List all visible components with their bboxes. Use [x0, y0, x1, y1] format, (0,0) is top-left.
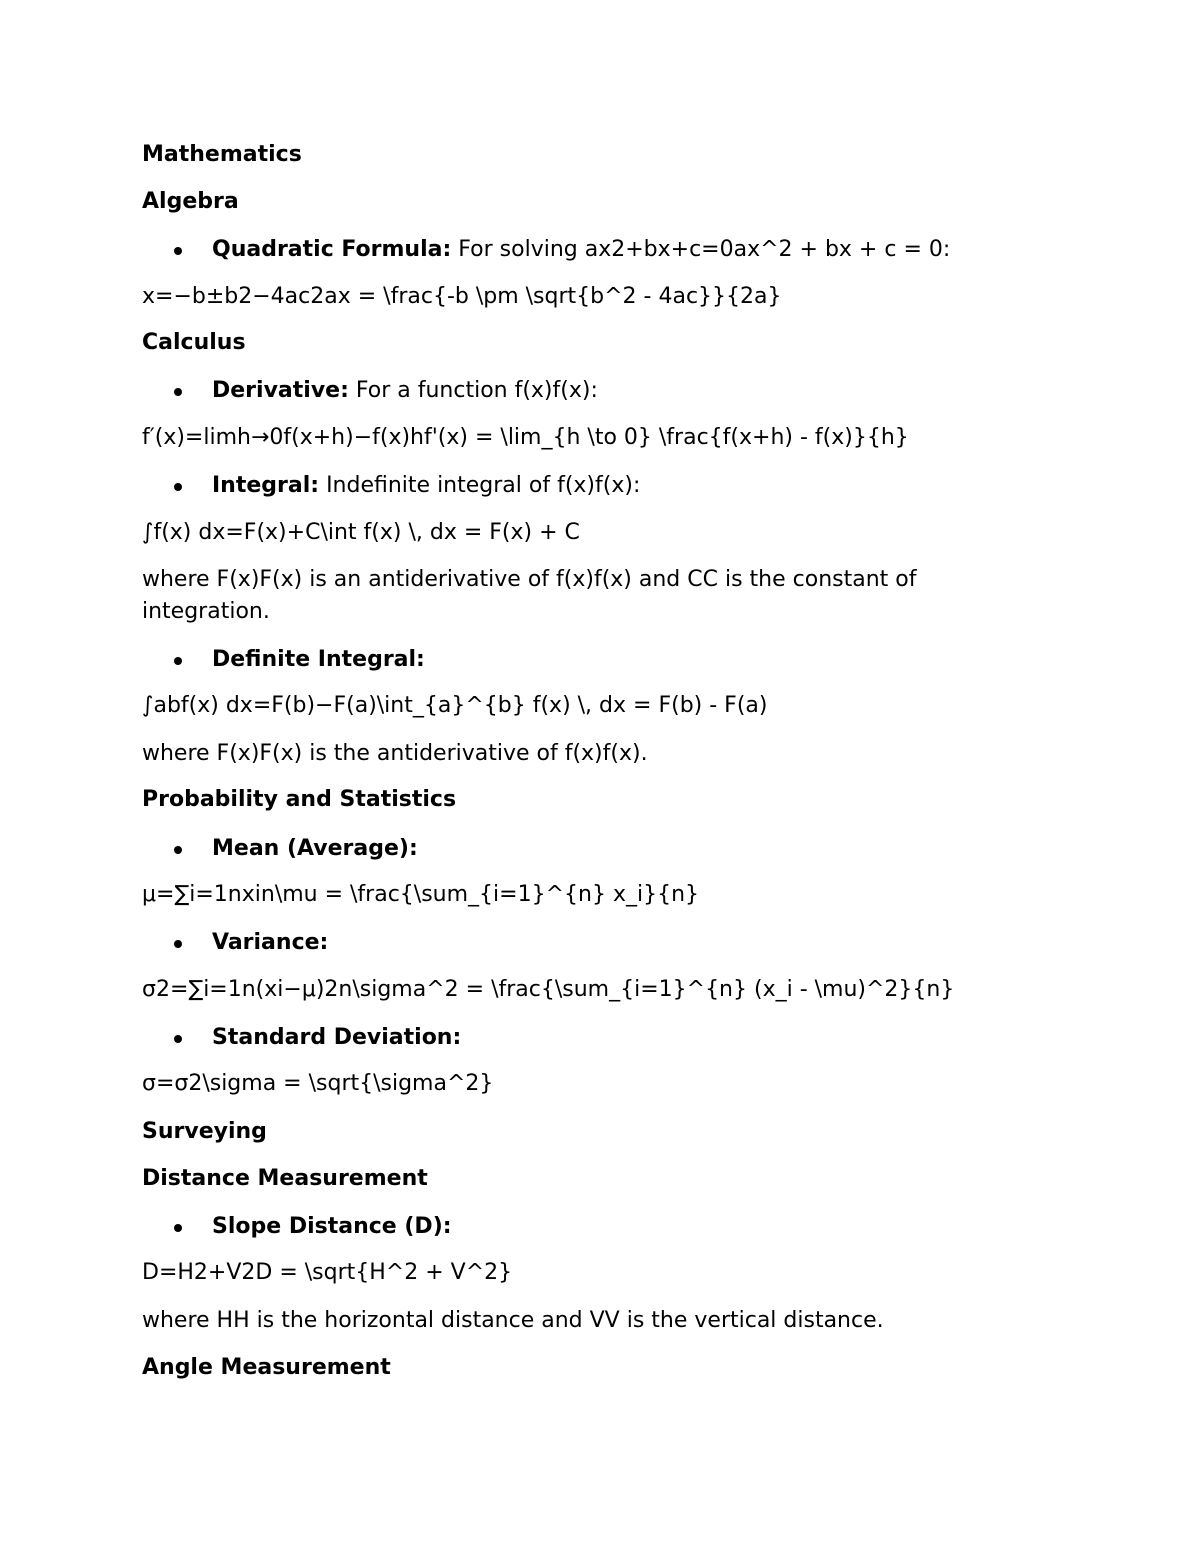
list-item-variance	[212, 927, 328, 959]
std-dev-formula: σ=σ2\sigma = \sqrt{\sigma^2}	[142, 1071, 494, 1096]
integral-note: where F(x)F(x) is an antiderivative of f(x)f(x) and CC is the constant of integration.	[142, 567, 917, 624]
list-item-integral	[212, 470, 640, 502]
derivative-text: For a function f(x)f(x):	[348, 378, 598, 403]
list-item-definite-integral	[212, 644, 425, 676]
list-item-derivative	[212, 375, 598, 407]
list-item-slope-distance	[212, 1211, 452, 1243]
integral-text: Indefinite integral of f(x)f(x):	[319, 473, 641, 498]
variance-label: Variance:	[212, 930, 329, 955]
quadratic-text: For solving ax2+bx+c=0ax^2 + bx + c = 0:	[451, 237, 951, 262]
bullet-icon	[174, 483, 182, 491]
derivative-label: Derivative:	[212, 378, 349, 403]
bullet-icon	[174, 657, 182, 665]
mean-formula: μ=∑i=1nxin\mu = \frac{\sum_{i=1}^{n} x_i}{n}	[142, 882, 700, 907]
heading-algebra: Algebra	[142, 189, 239, 214]
std-dev-label: Standard Deviation:	[212, 1025, 462, 1050]
definite-integral-note: where F(x)F(x) is the antiderivative of f(x)f(x).	[142, 741, 648, 766]
list-item-mean	[212, 833, 418, 865]
slope-distance-note: where HH is the horizontal distance and VV is the vertical distance.	[142, 1308, 884, 1333]
bullet-icon	[174, 1224, 182, 1232]
bullet-icon	[174, 388, 182, 396]
definite-integral-formula: ∫abf(x) dx=F(b)−F(a)\int_{a}^{b} f(x) \, dx = F(b) - F(a)	[142, 693, 768, 718]
heading-mathematics: Mathematics	[142, 142, 302, 167]
bullet-icon	[174, 846, 182, 854]
derivative-formula: f′(x)=limh→0f(x+h)−f(x)hf'(x) = \lim_{h \to 0} \frac{f(x+h) - f(x)}{h}	[142, 425, 909, 450]
heading-angle: Angle Measurement	[142, 1355, 391, 1380]
quadratic-formula: x=−b±b2−4ac2ax = \frac{-b \pm \sqrt{b^2 - 4ac}}{2a}	[142, 284, 782, 309]
bullet-icon	[174, 1035, 182, 1043]
slope-distance-formula: D=H2+V2D = \sqrt{H^2 + V^2}	[142, 1260, 513, 1285]
slope-distance-label: Slope Distance (D):	[212, 1214, 452, 1239]
variance-formula: σ2=∑i=1n(xi−μ)2n\sigma^2 = \frac{\sum_{i=1}^{n} (x_i - \mu)^2}{n}	[142, 977, 955, 1002]
list-item-quadratic	[212, 234, 950, 266]
definite-integral-label: Definite Integral:	[212, 647, 425, 672]
list-item-std-dev	[212, 1022, 461, 1054]
heading-distance: Distance Measurement	[142, 1166, 428, 1191]
heading-surveying: Surveying	[142, 1119, 267, 1144]
bullet-icon	[174, 247, 182, 255]
mean-label: Mean (Average):	[212, 836, 418, 861]
integral-label: Integral:	[212, 473, 320, 498]
quadratic-label: Quadratic Formula:	[212, 237, 452, 262]
bullet-icon	[174, 940, 182, 948]
heading-calculus: Calculus	[142, 330, 246, 355]
integral-formula: ∫f(x) dx=F(x)+C\int f(x) \, dx = F(x) + C	[142, 520, 580, 545]
heading-probability: Probability and Statistics	[142, 787, 457, 812]
